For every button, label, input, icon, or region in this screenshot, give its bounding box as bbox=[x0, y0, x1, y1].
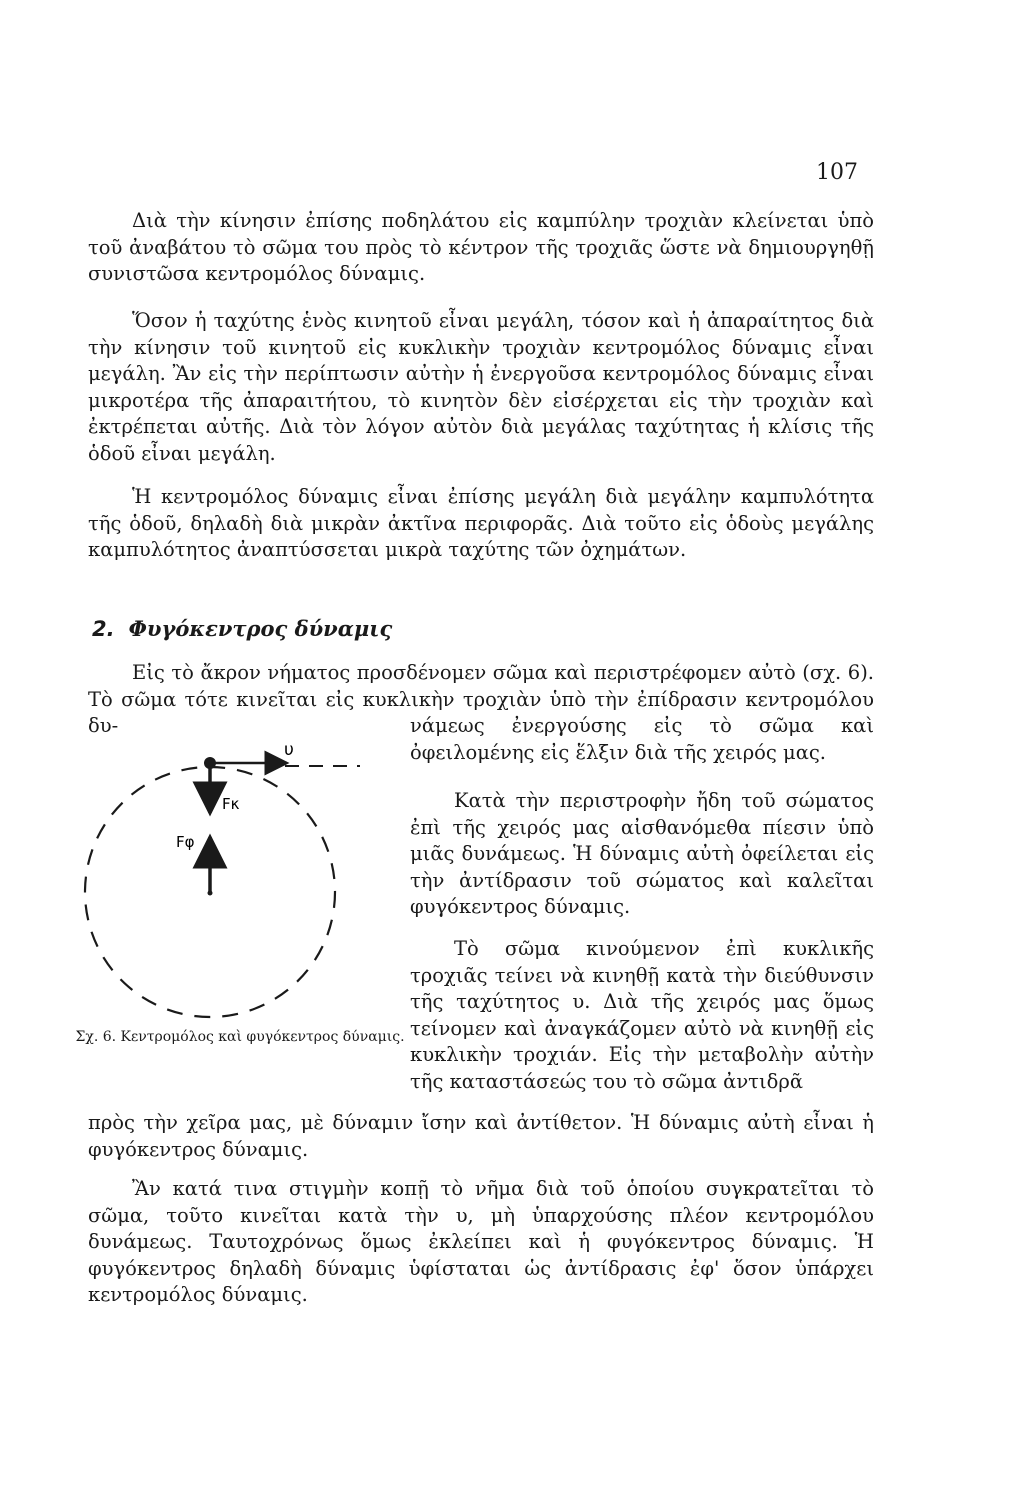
paragraph-reaction: Τὸ σῶμα κινούμενον ἐπὶ κυκλικῆς τροχιᾶς τείνει νὰ κινηθῇ κατὰ τὴν διεύθυνσιν τῆς ταχύτητος υ. Διὰ τῆς χειρός μας ὅμως τείνομεν καὶ ἀναγκάζομεν αὐτὸ νὰ κινηθῇ εἰς κυκλικὴν τροχιάν. Εἰς τὴν μεταβολὴν αὐτὴν τῆς καταστάσεώς του τὸ σῶμα ἀντιδρᾶ bbox=[410, 937, 874, 1093]
center-point bbox=[208, 891, 213, 896]
paragraph-string-experiment: Εἰς τὸ ἄκρον νήματος προσδένομεν σῶμα καὶ περιστρέφομεν αὐτὸ (σχ. 6). Τὸ σῶμα τότε κινεῖται εἰς κυκλικὴν τροχιὰν ὑπὸ τὴν ἐπίδρασιν κεντρομόλου δυ- bbox=[88, 661, 874, 737]
page-number: 107 bbox=[816, 160, 858, 185]
section-heading bbox=[92, 616, 392, 641]
label-centrifugal: Fφ bbox=[176, 833, 195, 851]
label-velocity: υ bbox=[284, 740, 294, 760]
paragraph-centrifugal-definition: Κατὰ τὴν περιστροφὴν ἤδη τοῦ σώματος ἐπὶ τῆς χειρός μας αἰσθανόμεθα πίεσιν ὑπὸ μιᾶς δυνάμεως. Ἡ δύναμις αὐτὴ ὀφείλεται εἰς τὴν ἀντίδρασιν τοῦ σώματος καὶ καλεῖται φυγόκεντρος δύναμις. bbox=[410, 789, 874, 918]
figure-caption: Σχ. 6. Κεντρομόλος καὶ φυγόκεντρος δύναμις. bbox=[75, 1029, 405, 1045]
paragraph-string-experiment-continued: νάμεως ἐνεργούσης εἰς τὸ σῶμα καὶ ὀφειλομένης εἰς ἕλξιν διὰ τῆς χειρός μας. bbox=[410, 714, 874, 764]
paragraph-reaction-continued: πρὸς τὴν χεῖρα μας, μὲ δύναμιν ἴσην καὶ ἀντίθετον. Ἡ δύναμις αὐτὴ εἶναι ἡ φυγόκεντρος δύναμις. bbox=[88, 1111, 874, 1161]
figure-diagram bbox=[70, 735, 410, 1035]
section-number: 2. bbox=[92, 617, 115, 641]
paragraph-curvature: Ἡ κεντρομόλος δύναμις εἶναι ἐπίσης μεγάλη διὰ μεγάλην καμπυλότητα τῆς ὁδοῦ, δηλαδὴ διὰ μικρὰν ἀκτῖνα περιφορᾶς. Διὰ τοῦτο εἰς ὁδοὺς μεγάλης καμπυλότητος ἀναπτύσσεται μικρὰ ταχύτης τῶν ὀχημάτων. bbox=[88, 485, 874, 561]
paragraph-bicycle-lean: Διὰ τὴν κίνησιν ἐπίσης ποδηλάτου εἰς καμπύλην τροχιὰν κλείνεται ὑπὸ τοῦ ἀναβάτου τὸ σῶμα του πρὸς τὸ κέντρον τῆς τροχιᾶς ὥστε νὰ δημιουργηθῇ συνιστῶσα κεντρομόλος δύναμις. bbox=[88, 209, 874, 285]
paragraph-string-cut: Ἂν κατά τινα στιγμὴν κοπῇ τὸ νῆμα διὰ τοῦ ὁποίου συγκρατεῖται τὸ σῶμα, τοῦτο κινεῖται κατὰ τὴν υ, μὴ ὑπαρχούσης πλέον κεντρομόλου δυνάμεως. Ταυτοχρόνως ὅμως ἐκλείπει καὶ ἡ φυγόκεντρος δύναμις. Ἡ φυγόκεντρος δηλαδὴ δύναμις ὑφίσταται ὡς ἀντίδρασις ἐφ' ὅσον ὑπάρχει κεντρομόλος δύναμις. bbox=[88, 1177, 874, 1306]
section-title: Φυγόκεντρος δύναμις bbox=[128, 616, 393, 641]
paragraph-speed-centripetal: Ὅσον ἡ ταχύτης ἑνὸς κινητοῦ εἶναι μεγάλη, τόσον καὶ ἡ ἀπαραίτητος διὰ τὴν κίνησιν τοῦ κινητοῦ εἰς κυκλικὴν τροχιὰν κεντρομόλος δύναμις εἶναι μεγάλη. Ἂν εἰς τὴν περίπτωσιν αὐτὴν ἡ ἐνεργοῦσα κεντρομόλος δύναμις εἶναι μικροτέρα τῆς ἀπαραιτήτου, τὸ κινητὸν δὲν εἰσέρχεται εἰς τὴν τροχιὰν καὶ ἐκτρέπεται αὐτῆς. Διὰ τὸν λόγον αὐτὸν διὰ μεγάλας ταχύτητας ἡ κλίσις τῆς ὁδοῦ εἶναι μεγάλη. bbox=[88, 309, 874, 465]
label-centripetal: Fκ bbox=[222, 795, 240, 813]
